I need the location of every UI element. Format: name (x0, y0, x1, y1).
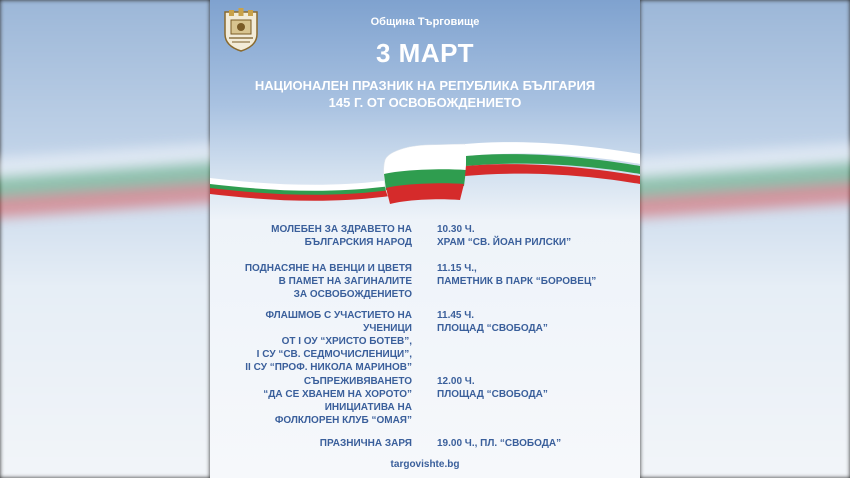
program-event: ПРАЗНИЧНА ЗАРЯ (319, 438, 412, 449)
program-time-location: 10.30 Ч. ХРАМ “СВ. ЙОАН РИЛСКИ” (437, 224, 572, 248)
bulgarian-flag-ribbon (210, 130, 640, 210)
poster (210, 0, 640, 478)
program-time-location: 11.45 Ч. ПЛОЩАД “СВОБОДА” (437, 310, 548, 334)
program-event: МОЛЕБЕН ЗА ЗДРАВЕТО НА БЪЛГАРСКИЯ НАРОД (271, 224, 412, 248)
holiday-date: 3 МАРТ (376, 38, 474, 68)
website-link[interactable]: targovishte.bg (390, 459, 460, 470)
blurred-background-left (0, 0, 210, 478)
program-event: ФЛАШМОБ С УЧАСТИЕТО НА УЧЕНИЦИ ОТ I ОУ “ХРИСТО БОТЕВ”, I СУ “СВ. СЕДМОЧИСЛЕНИЦИ”, II СУ “ПРОФ. НИКОЛА МАРИНОВ” (245, 310, 412, 373)
program-time-location: 19.00 Ч., ПЛ. “СВОБОДА” (437, 438, 562, 449)
program-event: ПОДНАСЯНЕ НА ВЕНЦИ И ЦВЕТЯ В ПАМЕТ НА ЗАГИНАЛИТЕ ЗА ОСВОБОЖДЕНИЕТО (244, 263, 412, 300)
program-time-location: 12.00 Ч. ПЛОЩАД “СВОБОДА” (437, 376, 548, 400)
anniversary-title: 145 Г. ОТ ОСВОБОЖДЕНИЕТО (328, 95, 522, 110)
holiday-title: НАЦИОНАЛЕН ПРАЗНИК НА РЕПУБЛИКА БЪЛГАРИЯ (254, 78, 596, 93)
program-time-location: 11.15 Ч., ПАМЕТНИК В ПАРК “БОРОВЕЦ” (437, 263, 597, 287)
blurred-background-right (640, 0, 850, 478)
program-event: СЪПРЕЖИВЯВАНЕТО “ДА СЕ ХВАНЕМ НА ХОРОТО” ИНИЦИАТИВА НА ФОЛКЛОРЕН КЛУБ “ОМАЯ” (263, 376, 412, 426)
municipality-name: Община Търговище (370, 16, 480, 28)
